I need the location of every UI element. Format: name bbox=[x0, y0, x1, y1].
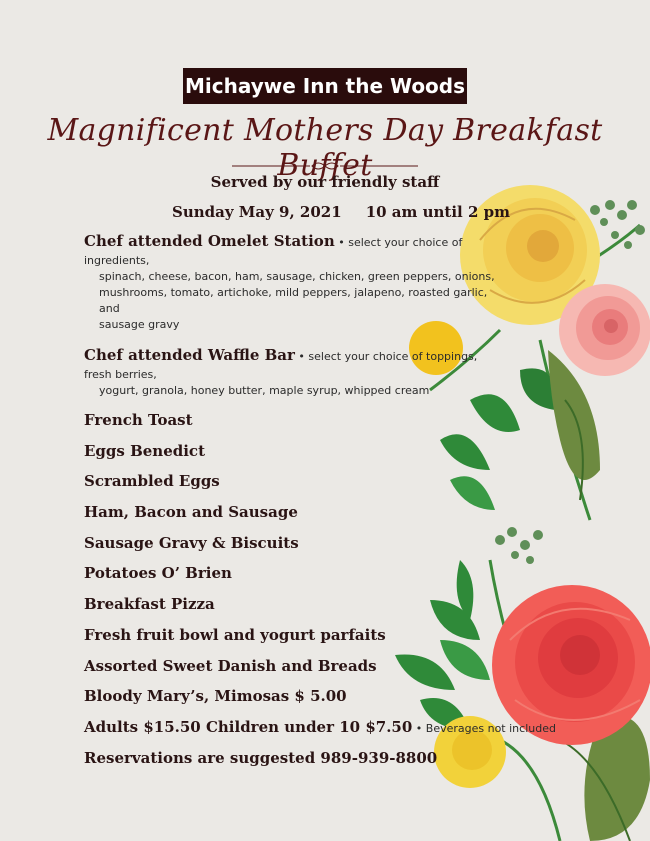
station-description-line: yogurt, granola, honey butter, maple syrup, whipped cream bbox=[99, 384, 430, 397]
event-date-time bbox=[172, 203, 510, 221]
ornament-divider bbox=[232, 159, 418, 173]
menu-item: Eggs Benedict bbox=[84, 441, 205, 460]
menu-item: Assorted Sweet Danish and Breads bbox=[84, 656, 377, 675]
menu-item: Sausage Gravy & Biscuits bbox=[84, 533, 299, 552]
menu-item: Scrambled Eggs bbox=[84, 472, 220, 491]
pink-rose bbox=[559, 284, 650, 376]
event-title: Magnificent Mothers Day Breakfast Buffet bbox=[47, 113, 603, 183]
station-description: select your choice of ingredients, bbox=[84, 236, 463, 267]
station-name: Chef attended Omelet Station bbox=[84, 232, 335, 250]
event-date: Sunday May 9, 2021 bbox=[172, 203, 342, 221]
menu-item: Ham, Bacon and Sausage bbox=[84, 503, 298, 522]
restaurant-name-badge: Michaywe Inn the Woods bbox=[183, 68, 467, 104]
station-description-line: spinach, cheese, bacon, ham, sausage, chicken, green peppers, onions, bbox=[99, 270, 495, 283]
menu-item: French Toast bbox=[84, 411, 193, 429]
station-description-line: mushrooms, tomato, artichoke, mild peppers, jalapeno, roasted garlic, and bbox=[99, 286, 488, 315]
pricing-note: • Beverages not included bbox=[412, 721, 556, 735]
pricing-text: Adults $15.50 Children under 10 $7.50 bbox=[84, 717, 413, 736]
menu-item: Potatoes O’ Brien bbox=[84, 564, 232, 583]
event-time: 10 am until 2 pm bbox=[365, 203, 510, 221]
pricing-line bbox=[84, 717, 556, 749]
station-description: select your choice of toppings, fresh berries, bbox=[84, 350, 478, 381]
menu-item: Breakfast Pizza bbox=[84, 595, 215, 614]
bullet: • bbox=[334, 236, 349, 249]
subtitle: Served by our friendly staff bbox=[210, 173, 440, 191]
bullet: • bbox=[294, 350, 309, 363]
station-name: Chef attended Waffle Bar bbox=[84, 346, 295, 364]
menu-item: Fresh fruit bowl and yogurt parfaits bbox=[84, 625, 386, 644]
reservations-line: Reservations are suggested 989-939-8800 bbox=[84, 748, 438, 767]
station-description-line: sausage gravy bbox=[99, 318, 180, 331]
waffle-bar bbox=[84, 347, 504, 399]
menu-item: Bloody Mary’s, Mimosas $ 5.00 bbox=[84, 687, 347, 706]
omelet-station bbox=[84, 233, 504, 333]
menu-list bbox=[84, 232, 556, 779]
